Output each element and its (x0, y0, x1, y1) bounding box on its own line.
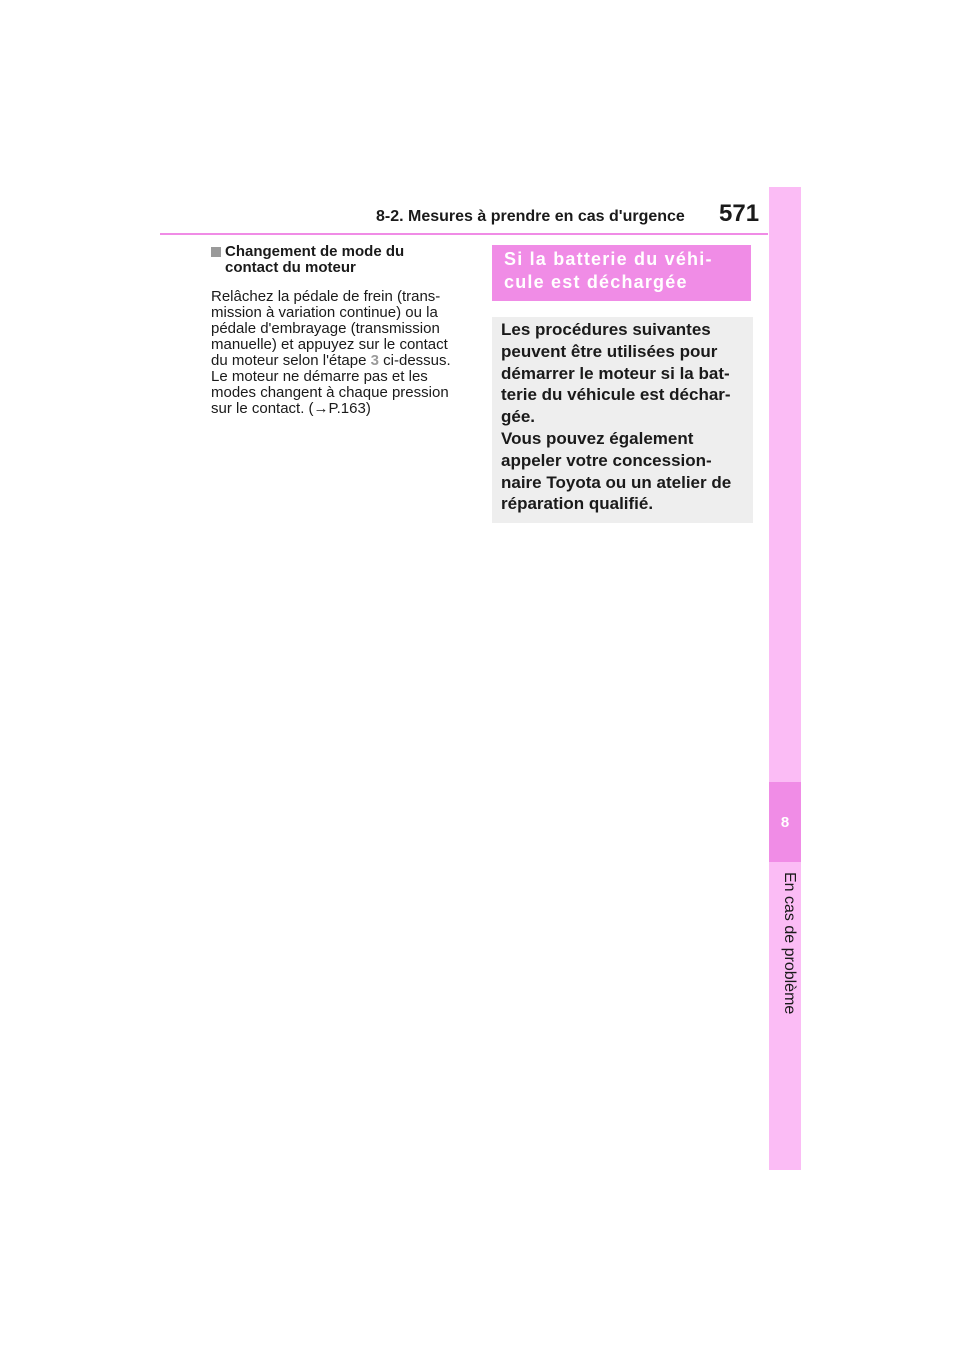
body-text-fragment: du moteur selon l'étape (211, 352, 371, 369)
info-line: appeler votre concession- (501, 450, 712, 470)
subheading-line: contact du moteur (225, 259, 356, 276)
left-column (211, 244, 473, 417)
info-line: naire Toyota ou un atelier de (501, 472, 732, 492)
subheading-line: Changement de mode du (225, 243, 405, 260)
info-line: gée. (501, 407, 536, 427)
body-line (211, 353, 473, 369)
body-text-fragment: ci-dessus. (378, 352, 451, 369)
info-line: Vous pouvez également (501, 428, 694, 448)
body-line: Le moteur ne démarre pas et les (211, 368, 428, 385)
page-reference-link[interactable]: P.163) (328, 400, 371, 417)
subheading (211, 244, 473, 276)
chapter-label: En cas de problème (781, 872, 798, 1015)
info-line: terie du véhicule est déchar- (501, 385, 731, 405)
info-line: Les procédures suivantes (501, 320, 711, 339)
arrow-right-icon: → (313, 400, 329, 417)
info-line: démarrer le moteur si la bat- (501, 363, 730, 383)
chapter-number: 8 (780, 813, 790, 831)
info-line: réparation qualifié. (501, 494, 654, 514)
body-line: mission à variation continue) ou la (211, 304, 438, 321)
section-title: 8-2. Mesures à prendre en cas d'urgence (376, 208, 685, 225)
body-line: manuelle) et appuyez sur le contact (211, 336, 448, 353)
body-line (211, 401, 473, 417)
chapter-number-box (769, 782, 801, 862)
square-bullet-icon (211, 247, 221, 257)
section-heading-line: Si la batterie du véhi- (504, 249, 713, 269)
page-number: 571 (719, 200, 760, 227)
section-heading (492, 245, 751, 301)
body-line: pédale d'embrayage (transmission (211, 320, 440, 337)
info-box (492, 317, 753, 523)
step-reference: 3 (370, 352, 379, 369)
info-line: peuvent être utilisées pour (501, 341, 718, 361)
body-line: modes changent à chaque pression (211, 384, 449, 401)
body-paragraph (211, 289, 473, 417)
body-text-fragment: sur le contact. ( (211, 400, 314, 417)
side-chapter-tab (769, 187, 801, 1170)
header-divider (160, 233, 768, 235)
section-heading-line: cule est déchargée (504, 272, 688, 292)
body-line: Relâchez la pédale de frein (trans- (211, 288, 441, 305)
